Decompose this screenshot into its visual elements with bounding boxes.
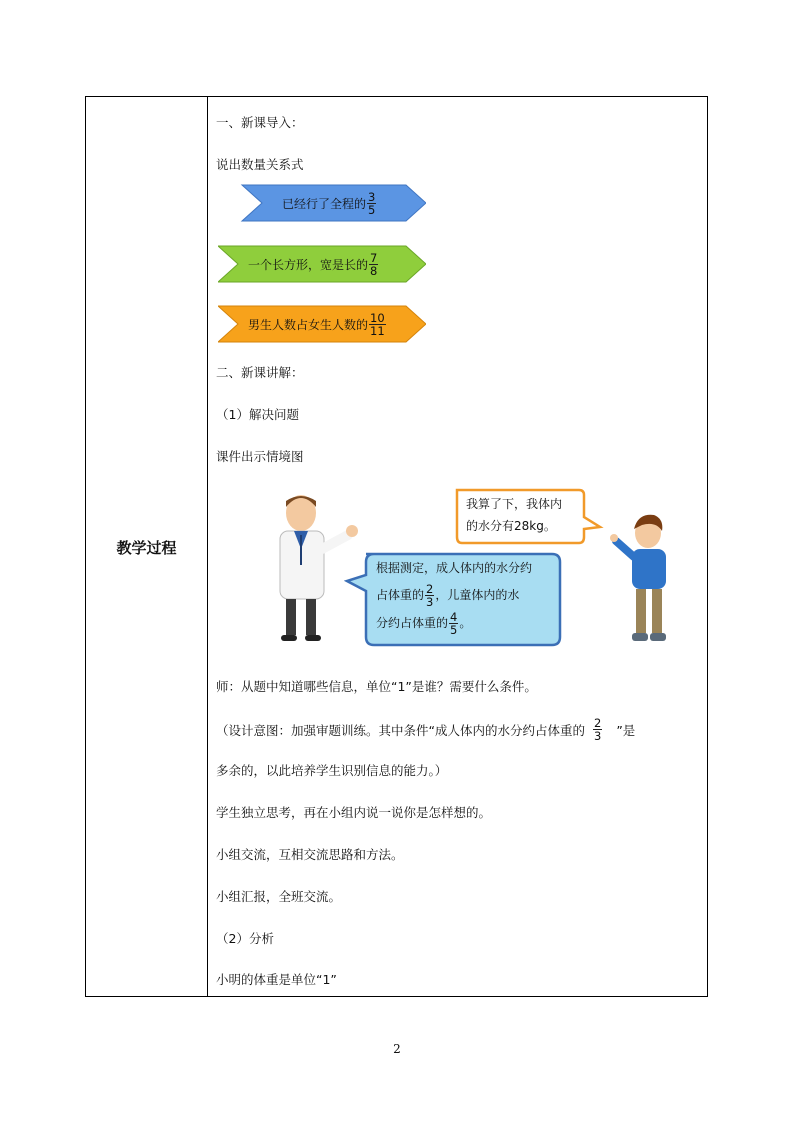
arrow-2-text: 一个长方形，宽是长的 <box>248 257 369 272</box>
paragraph-4: （2）分析 <box>216 931 274 946</box>
arrow-banner-1 <box>218 183 426 223</box>
fraction-denominator: 3 <box>426 595 434 609</box>
fraction-denominator: 5 <box>368 202 376 217</box>
doctor-bubble-text: 。 <box>459 616 472 630</box>
fraction-numerator: 2 <box>593 716 602 730</box>
fraction-numerator: 7 <box>370 250 378 265</box>
doctor-bubble-text: ，儿童体内的水 <box>435 588 520 602</box>
column-divider <box>207 97 208 996</box>
section1-prompt: 说出数量关系式 <box>216 157 304 172</box>
design-note-text: （设计意图：加强审题训练。其中条件“成人体内的水分约占体重的 <box>216 722 585 738</box>
design-note-line1 <box>216 717 635 742</box>
fraction-denominator: 5 <box>450 623 458 637</box>
teacher-question: 师：从题中知道哪些信息，单位“1”是谁？需要什么条件。 <box>216 679 537 694</box>
doctor-bubble-text: 占体重的 <box>376 588 425 602</box>
paragraph-5: 小明的体重是单位“1” <box>216 972 337 987</box>
fraction-numerator: 10 <box>370 310 385 325</box>
boy-bubble-line2: 的水分有28kg。 <box>466 519 556 533</box>
arrow-banner-2 <box>218 244 426 284</box>
arrow-1-text: 已经行了全程的 <box>282 196 367 211</box>
doctor-bubble-line1: 根据测定，成人体内的水分约 <box>376 561 533 575</box>
design-note-fraction <box>593 717 602 742</box>
fraction-denominator: 3 <box>593 729 602 743</box>
section2-heading: 二、新课讲解： <box>216 365 304 380</box>
doctor-fraction-adult <box>425 583 434 608</box>
design-note-text: ”是 <box>616 722 636 738</box>
paragraph-1: 学生独立思考，再在小组内说一说你是怎样想的。 <box>216 805 492 820</box>
arrow-3-fraction <box>369 312 386 337</box>
arrow-3-content <box>248 304 387 344</box>
fraction-numerator: 4 <box>450 610 458 624</box>
section1-heading: 一、新课导入： <box>216 115 304 130</box>
doctor-bubble-line2 <box>376 583 519 608</box>
lesson-table <box>85 96 708 997</box>
arrow-3-text: 男生人数占女生人数的 <box>248 317 369 332</box>
arrow-banner-3 <box>218 304 426 344</box>
design-note-line2: 多余的，以此培养学生识别信息的能力。） <box>216 763 448 778</box>
arrow-2-content <box>248 244 379 284</box>
arrow-1-content <box>282 183 377 223</box>
doctor-fraction-child <box>449 611 458 636</box>
boy-figure <box>608 511 688 651</box>
boy-bubble-line1: 我算了下，我体内 <box>466 497 563 511</box>
section2-sub1: （1）解决问题 <box>216 407 299 422</box>
fraction-denominator: 11 <box>370 323 385 338</box>
arrow-2-fraction <box>369 252 378 277</box>
fraction-numerator: 2 <box>426 582 434 596</box>
doctor-bubble-line3 <box>376 611 471 636</box>
paragraph-3: 小组汇报，全班交流。 <box>216 889 342 904</box>
doctor-bubble-text: 分约占体重的 <box>376 616 449 630</box>
courseware-line: 课件出示情境图 <box>216 449 304 464</box>
row-label: 教学过程 <box>116 539 177 557</box>
fraction-denominator: 8 <box>370 263 378 278</box>
scenario-illustration <box>226 485 706 655</box>
arrow-1-fraction <box>367 191 376 216</box>
page-number: 2 <box>393 1042 401 1056</box>
paragraph-2: 小组交流，互相交流思路和方法。 <box>216 847 404 862</box>
fraction-numerator: 3 <box>368 189 376 204</box>
